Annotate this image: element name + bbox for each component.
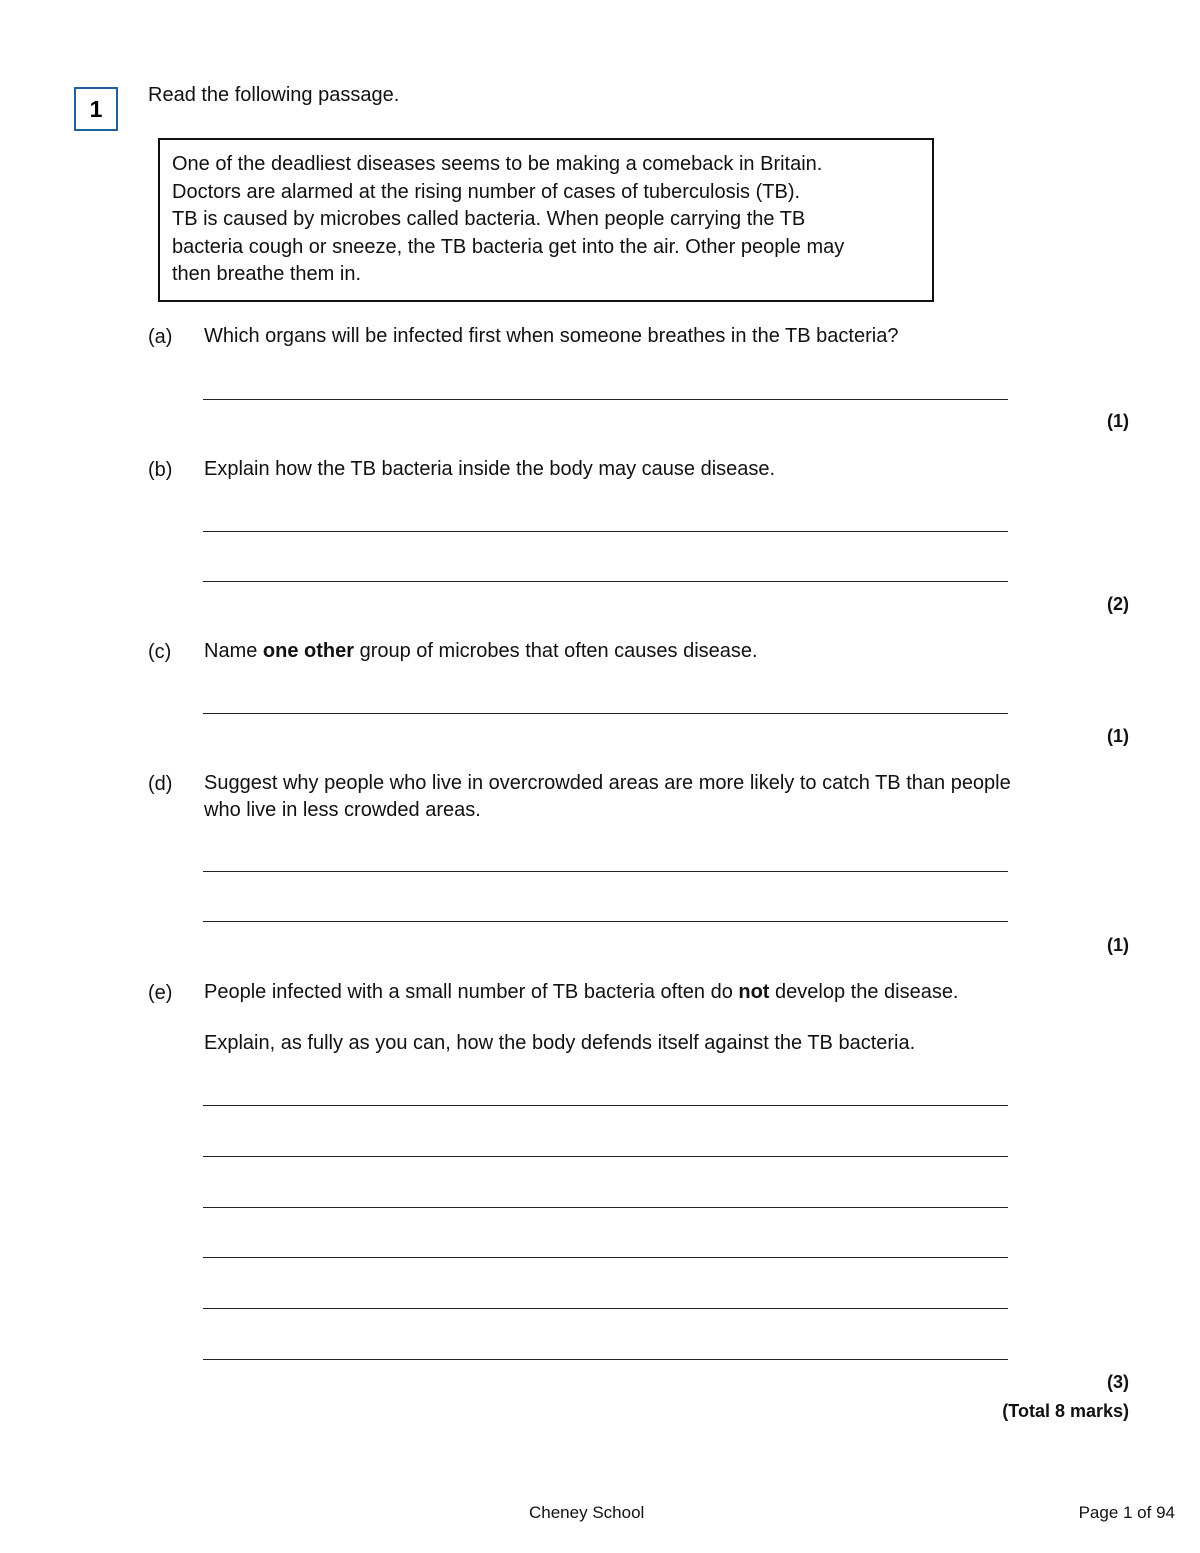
passage-line: One of the deadliest diseases seems to be making a comeback in Britain. [172,153,823,175]
part-e-text-before: People infected with a small number of TB bacteria often do [204,981,739,1003]
answer-line-d2[interactable] [203,921,1008,922]
part-c-text-before: Name [204,640,263,662]
question-number: 1 [89,95,103,122]
part-e-question [204,979,959,1006]
part-e-text-after: develop the disease. [769,981,959,1003]
answer-line-e4[interactable] [203,1257,1008,1258]
part-b-question: Explain how the TB bacteria inside the body may cause disease. [204,458,776,480]
answer-line-e3[interactable] [203,1207,1008,1208]
part-a-marks: (1) [1107,411,1129,431]
part-e-marks: (3) [1107,1372,1129,1392]
answer-line-d1[interactable] [203,871,1008,872]
answer-line-b1[interactable] [203,531,1008,532]
answer-line-a1[interactable] [203,399,1008,400]
answer-line-e2[interactable] [203,1156,1008,1157]
passage-line: TB is caused by microbes called bacteria. When people carrying the TB [172,208,806,230]
part-e-instruction: Explain, as fully as you can, how the body defends itself against the TB bacteria. [204,1032,916,1054]
passage-line: bacteria cough or sneeze, the TB bacteria get into the air. Other people may [172,235,845,258]
passage-line: Doctors are alarmed at the rising number of cases of tuberculosis (TB). [172,180,801,203]
answer-line-c1[interactable] [203,713,1008,714]
question-number-box [74,87,118,131]
part-d-label: (d) [148,773,173,795]
answer-line-e6[interactable] [203,1359,1008,1360]
part-d-marks: (1) [1107,935,1129,955]
passage-box [158,138,934,302]
footer-page-number: Page 1 of 94 [1078,1503,1175,1522]
answer-line-e5[interactable] [203,1308,1008,1309]
part-c-text-after: group of microbes that often causes disease. [354,640,758,662]
part-e-label: (e) [148,982,173,1004]
part-c-label: (c) [148,641,172,663]
part-c-text-bold: one other [262,640,355,662]
part-c-marks: (1) [1107,726,1129,746]
total-marks: (Total 8 marks) [1002,1401,1129,1421]
part-b-label: (b) [148,459,173,481]
part-d-line1: Suggest why people who live in overcrowded areas are more likely to catch TB than people [204,772,1011,794]
part-c-question [204,638,758,665]
part-e-text-bold: not [738,981,770,1003]
footer-school: Cheney School [529,1503,645,1522]
answer-line-b2[interactable] [203,581,1008,582]
part-d-question [204,770,1011,824]
part-d-line2: who live in less crowded areas. [204,799,481,821]
part-a-question: Which organs will be infected first when someone breathes in the TB bacteria? [204,325,899,347]
part-b-marks: (2) [1107,594,1129,614]
answer-line-e1[interactable] [203,1105,1008,1106]
passage-line: then breathe them in. [172,263,362,285]
part-a-label: (a) [148,326,173,348]
intro-text: Read the following passage. [148,84,400,106]
